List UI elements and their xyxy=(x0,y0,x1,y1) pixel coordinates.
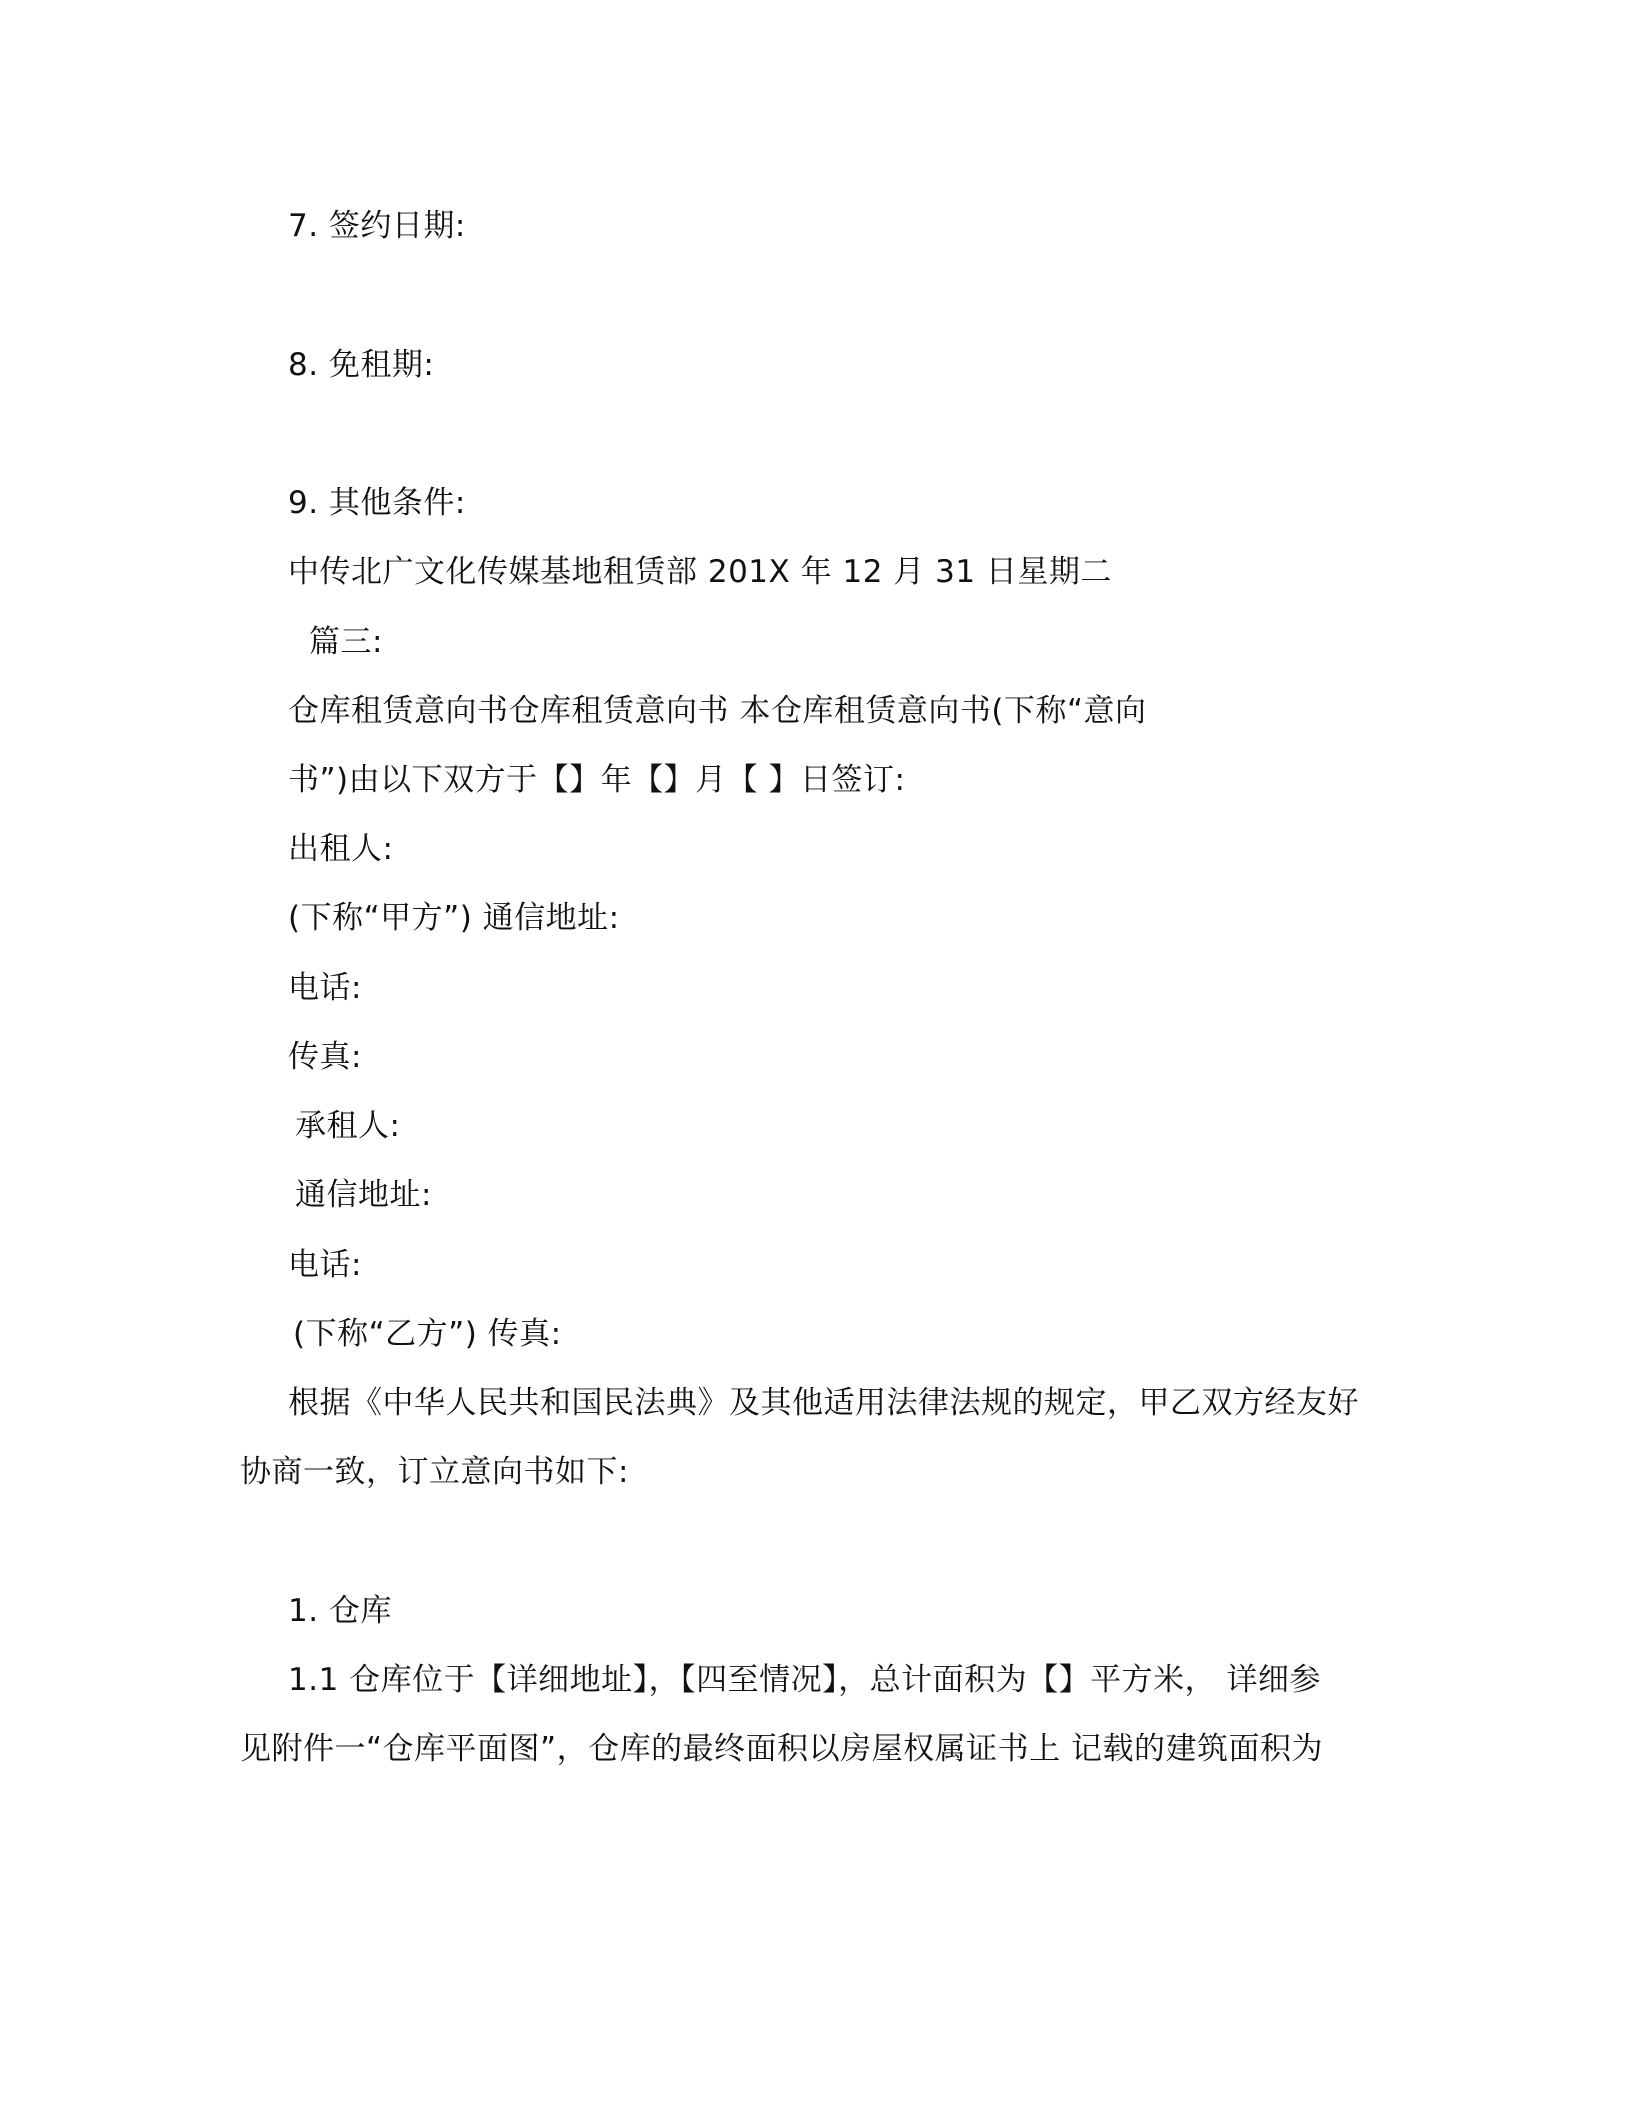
lessee-phone-label: 电话: xyxy=(288,1247,362,1283)
letter-intro-line-2: 书”)由以下双方于【】年【】月【 】日签订: xyxy=(288,762,906,798)
warehouse-clause-line-1: 1.1 仓库位于【详细地址】，【四至情况】，总计面积为【】平方米， 详细参 xyxy=(288,1662,1322,1698)
lessee-address-label: 通信地址: xyxy=(295,1177,432,1213)
lessee-fax-label: (下称“乙方”) 传真: xyxy=(293,1316,562,1352)
lessor-address-label: (下称“甲方”) 通信地址: xyxy=(288,900,620,936)
lessor-label: 出租人: xyxy=(288,831,394,867)
other-conditions-item: 9. 其他条件: xyxy=(288,485,466,521)
letter-intro-line-1: 仓库租赁意向书仓库租赁意向书 本仓库租赁意向书(下称“意向 xyxy=(288,693,1147,729)
section-three-heading: 篇三: xyxy=(309,624,383,660)
lessee-label: 承租人: xyxy=(295,1108,401,1144)
lessor-phone-label: 电话: xyxy=(288,970,362,1006)
warehouse-clause-line-2: 见附件一“仓库平面图”，仓库的最终面积以房屋权属证书上 记载的建筑面积为 xyxy=(240,1731,1323,1767)
lessor-fax-label: 传真: xyxy=(288,1039,362,1075)
legal-basis-line-1: 根据《中华人民共和国民法典》及其他适用法律法规的规定，甲乙双方经友好 xyxy=(288,1385,1359,1421)
issuer-date-line: 中传北广文化传媒基地租赁部 201X 年 12 月 31 日星期二 xyxy=(288,554,1112,590)
legal-basis-line-2: 协商一致，订立意向书如下: xyxy=(240,1454,629,1490)
rent-free-period-item: 8. 免租期: xyxy=(288,347,435,383)
signing-date-item: 7. 签约日期: xyxy=(288,208,466,244)
warehouse-heading: 1. 仓库 xyxy=(288,1593,392,1629)
